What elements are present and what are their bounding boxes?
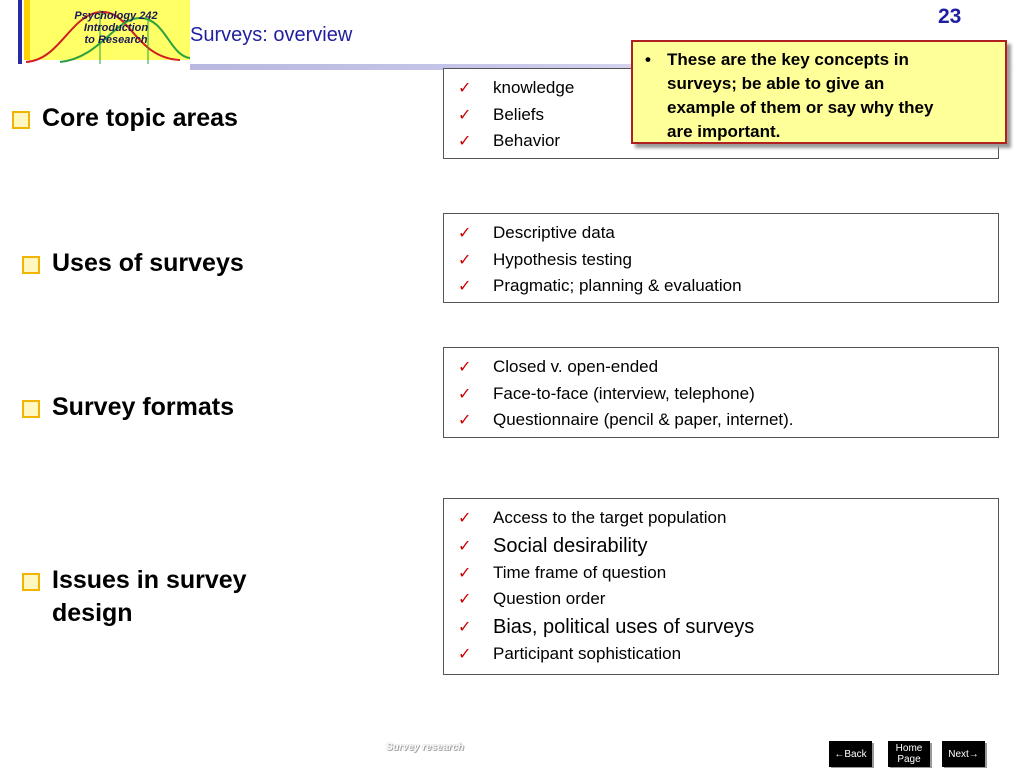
page-title: Surveys: overview [190,24,353,46]
topic-survey-formats [22,391,234,424]
checkmark-icon: ✓ [458,357,472,376]
list-item-text: Face-to-face (interview, telephone) [493,383,755,403]
list-item [458,273,998,300]
checkmark-icon: ✓ [458,508,472,527]
footer-label: Survey research [386,742,464,753]
topic-uses-of-surveys [22,247,244,280]
topic-heading [52,564,247,630]
callout-text [667,48,933,144]
topic-heading-line-2: design [52,599,133,627]
checkmark-icon: ✓ [458,535,472,555]
square-bullet-icon [22,573,40,591]
back-button[interactable]: ←Back [829,741,872,767]
list-item-text: Bias, political uses of surveys [493,615,755,638]
home-label-line-2: Page [897,754,921,765]
course-logo [0,0,190,64]
topic-core-topic-areas [12,102,238,135]
callout-line: are important. [667,122,781,141]
callout-line: surveys; be able to give an [667,74,885,93]
list-item-text: Social desirability [493,534,648,557]
topic-heading: Core topic areas [42,104,238,132]
checkmark-icon: ✓ [458,410,472,429]
list-item-text: Behavior [493,131,561,150]
list-item-text: Beliefs [493,104,545,124]
list-item-text: Hypothesis testing [493,249,632,269]
list-item-text: Access to the target population [493,508,727,527]
list-item [458,354,998,381]
list-item [458,505,998,532]
list-item [458,220,998,247]
callout-line: These are the key concepts in [667,50,909,69]
bullet-dot-icon: • [645,50,651,69]
slide-number: 23 [938,5,962,28]
home-page-button[interactable] [888,741,930,767]
list-item-text: Descriptive data [493,223,615,242]
topic-heading: Survey formats [52,393,235,421]
list-item [458,560,998,587]
checkmark-icon: ✓ [458,249,472,269]
next-button[interactable]: Next→ [942,741,985,767]
issues-box [443,498,999,675]
square-bullet-icon [12,111,30,129]
list-item-text: Pragmatic; planning & evaluation [493,276,742,295]
checkmark-icon: ✓ [458,616,472,636]
home-button-label [896,743,923,765]
topic-heading: Uses of surveys [52,249,244,277]
logo-line-3: to Research [84,34,148,46]
list-item-text: Question order [493,589,606,608]
list-item-text: knowledge [493,78,575,97]
key-concepts-callout [631,40,1007,144]
list-item [458,532,998,560]
callout-item [645,48,995,144]
list-item [458,247,998,274]
home-label-line-1: Home [895,743,923,754]
logo-line-1: Psychology 242 [74,10,158,22]
list-item [458,613,998,641]
checkmark-icon: ✓ [458,589,472,608]
checkmark-icon: ✓ [458,383,472,403]
uses-box [443,213,999,303]
checkmark-icon: ✓ [458,131,472,150]
list-item-text: Questionnaire (pencil & paper, internet). [493,410,794,429]
callout-line: example of them or say why they [667,98,934,117]
list-item [458,586,998,613]
checkmark-icon: ✓ [458,276,472,295]
checkmark-icon: ✓ [458,643,472,663]
checkmark-icon: ✓ [458,223,472,242]
list-item [458,381,998,408]
list-item-text: Participant sophistication [493,643,682,663]
list-item-text: Time frame of question [493,562,667,582]
formats-box [443,347,999,438]
topic-issues-in-survey-design [22,564,247,630]
checkmark-icon: ✓ [458,104,472,124]
topic-heading-line-1: Issues in survey [52,566,247,594]
checkmark-icon: ✓ [458,78,472,97]
square-bullet-icon [22,256,40,274]
checkmark-icon: ✓ [458,562,472,582]
list-item [458,641,998,668]
list-item-text: Closed v. open-ended [493,357,659,376]
list-item [458,407,998,434]
logo-line-2: Introduction [83,22,149,34]
square-bullet-icon [22,400,40,418]
